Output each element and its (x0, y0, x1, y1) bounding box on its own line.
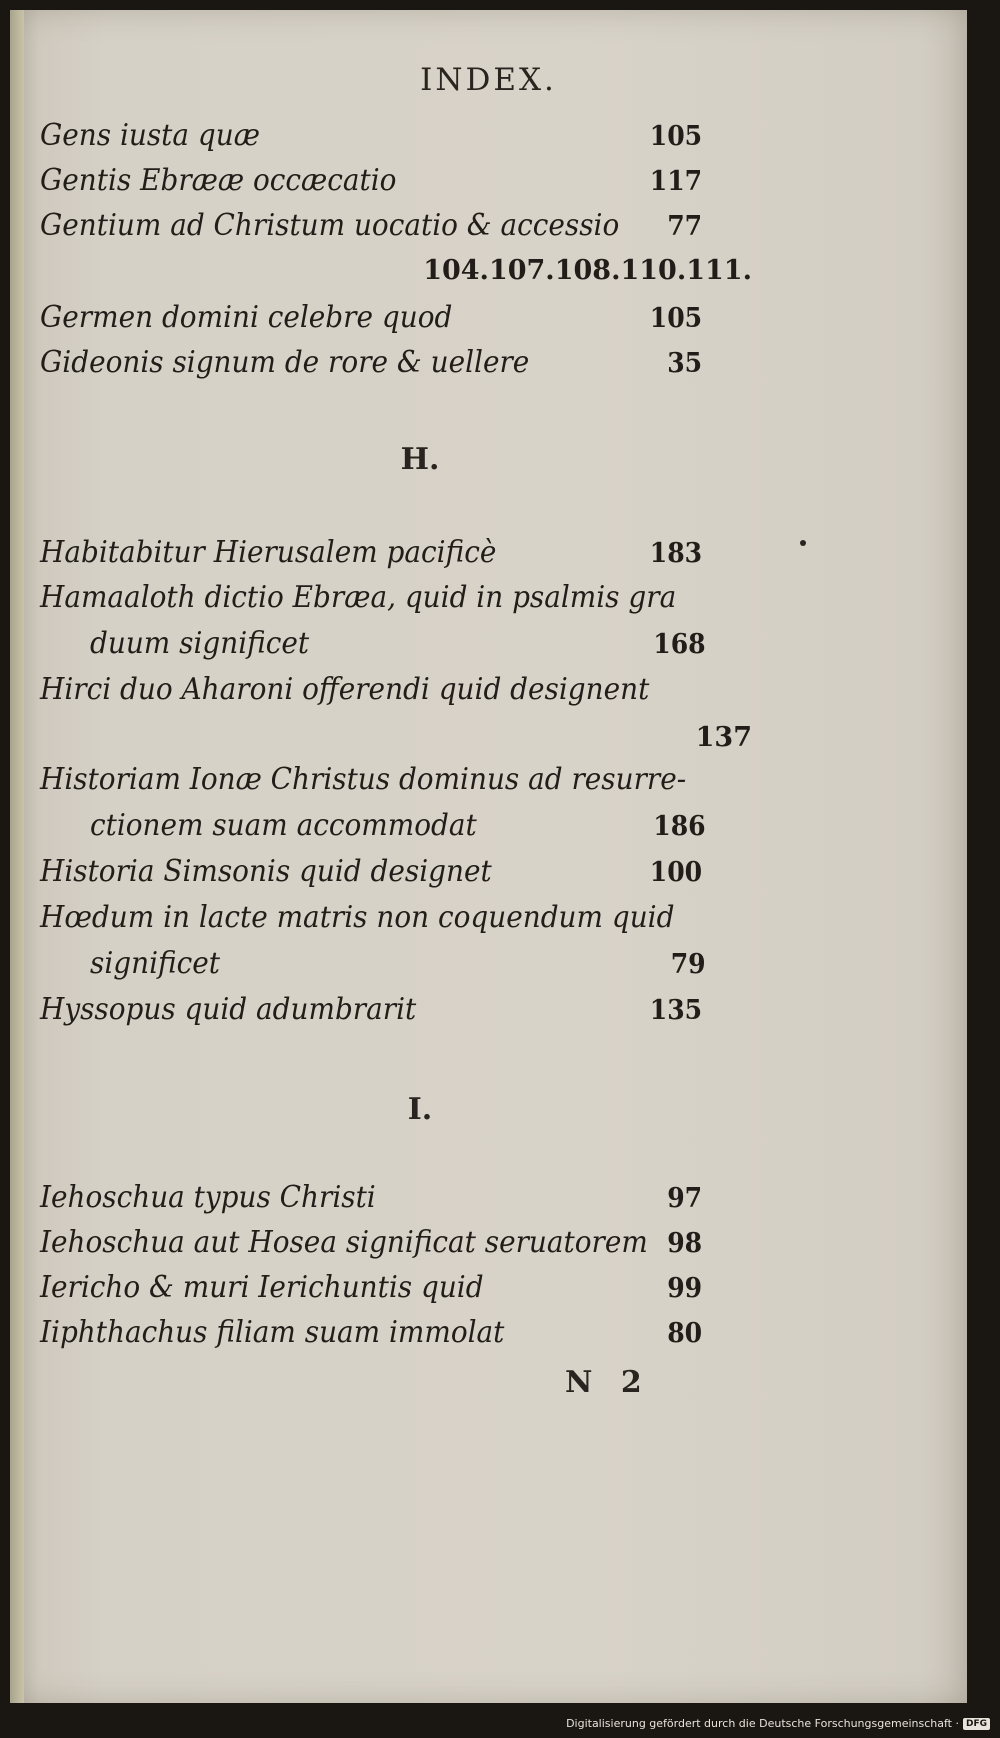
index-entry (40, 1270, 702, 1305)
index-entry (40, 992, 702, 1027)
index-entry (40, 345, 702, 380)
entry-page: 35 (667, 348, 703, 379)
entry-page: 105 (649, 121, 703, 152)
entry-text: Hamaaloth dictio Ebræa, quid in psalmis gra (40, 580, 677, 615)
entry-page: 137 (695, 722, 752, 753)
index-entry-continuation (90, 946, 706, 981)
index-entry (40, 1225, 702, 1260)
ink-spot (800, 540, 806, 546)
entry-text: Germen domini celebre quod (40, 300, 453, 335)
index-entry (40, 672, 702, 707)
signature-mark: N 2 (565, 1365, 642, 1400)
entry-text: Historia Simsonis quid designet (40, 854, 492, 889)
entry-page: 97 (667, 1183, 703, 1214)
dfg-logo: DFG (963, 1718, 990, 1730)
book-page (10, 10, 967, 1703)
entry-text: Iericho & muri Ierichuntis quid (40, 1270, 484, 1305)
entry-text: Hœdum in lacte matris non coquendum quid (40, 900, 675, 935)
entry-page: 117 (649, 166, 703, 197)
index-entry (40, 163, 702, 198)
entry-text: Gideonis signum de rore & uellere (40, 345, 530, 380)
credit-text: Digitalisierung gefördert durch die Deutsche Forschungsgemeinschaft · (566, 1717, 959, 1730)
index-entry (40, 854, 702, 889)
index-entry (40, 762, 702, 797)
entry-page: 183 (649, 538, 703, 569)
entry-text: Gentis Ebrææ occæcatio (40, 163, 397, 198)
index-entry (40, 900, 702, 935)
page-edge (10, 10, 24, 1703)
digitization-credit (566, 1717, 990, 1730)
entry-text: Gentium ad Christum uocatio & accessio (40, 208, 620, 243)
index-entry (40, 1180, 702, 1215)
entry-text: Gens iusta quæ (40, 118, 260, 153)
entry-page: 105 (649, 303, 703, 334)
entry-text: Iiphthachus filiam suam immolat (40, 1315, 505, 1350)
entry-text: Habitabitur Hierusalem pacificè (40, 535, 497, 570)
entry-text: Hirci duo Aharoni offerendi quid designent (40, 672, 650, 707)
entry-text: significet (90, 946, 220, 981)
index-entry-continuation (90, 808, 706, 843)
index-entry (40, 118, 702, 153)
index-entry (40, 535, 702, 570)
entry-page: 100 (649, 857, 703, 888)
index-entry-continuation (90, 626, 706, 661)
page-header: INDEX. (420, 62, 557, 98)
entry-text: Iehoschua typus Christi (40, 1180, 376, 1215)
entry-text: Historiam Ionæ Christus dominus ad resurre- (40, 762, 687, 797)
entry-page: 79 (670, 949, 706, 980)
index-entry (40, 1315, 702, 1350)
entry-page: 186 (653, 811, 706, 842)
entry-page: 135 (649, 995, 703, 1026)
index-entry (40, 580, 702, 615)
index-entry (40, 208, 702, 243)
entry-text: Hyssopus quid adumbrarit (40, 992, 417, 1027)
entry-page-continuation: 104.107.108.110.111. (423, 255, 752, 286)
entry-page: 99 (667, 1273, 703, 1304)
entry-page: 98 (667, 1228, 703, 1259)
entry-text: Iehoschua aut Hosea significat seruatorem (40, 1225, 648, 1260)
entry-text: ctionem suam accommodat (90, 808, 477, 843)
entry-page: 80 (667, 1318, 703, 1349)
section-letter-h: H. (400, 442, 440, 477)
entry-text: duum significet (90, 626, 310, 661)
index-entry (40, 300, 702, 335)
entry-page: 168 (653, 629, 706, 660)
section-letter-i: I. (407, 1092, 433, 1127)
entry-page: 77 (667, 211, 703, 242)
